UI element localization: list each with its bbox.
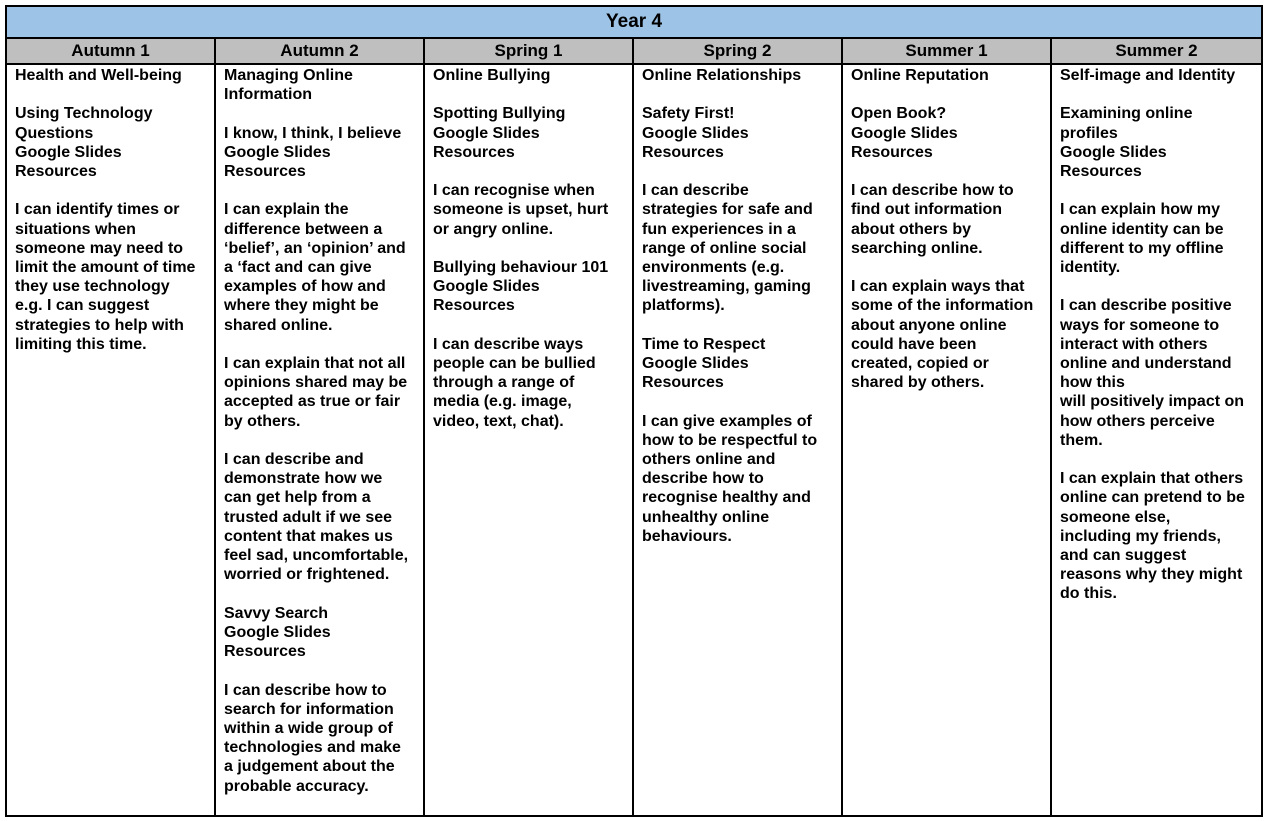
content-row bbox=[6, 64, 1262, 816]
summer-2-content: Self-image and Identity Examining online profiles Google Slides Resources I can explain how my online identity can be different to my offline identity. I can describe positive ways for someone to interact with others online and understand how this will positively impact on how others perceive them. I can explain that others online can pretend to be someone else, including my friends, and can suggest reasons why they might do this. bbox=[1060, 67, 1245, 603]
column-header-spring-2: Spring 2 bbox=[633, 38, 842, 64]
summer-1-cell bbox=[842, 64, 1051, 816]
spring-1-content: Online Bullying Spotting Bullying Google Slides Resources I can recognise when someone is upset, hurt or angry online. Bullying behaviour 101 Google Slides Resources I can describe ways people can be bullied through a range of media (e.g. image, video, text, chat). bbox=[433, 67, 609, 430]
summer-1-content: Online Reputation Open Book? Google Slides Resources I can describe how to find out information about others by searching online. I can explain ways that some of the information about anyone online could have been created, copied or shared by others. bbox=[851, 67, 1034, 392]
autumn-2-content: Managing Online Information I know, I think, I believe Google Slides Resources I can explain the difference between a ‘belief’, an ‘opinion’ and a ‘fact and can give examples of how and where they might be shared online. I can explain that not all opinions shared may be accepted as true or fair by others. I can describe and demonstrate how we can get help from a trusted adult if we see content that makes us feel sad, uncomfortable, worried or frightened. Savvy Search Google Slides Resources I can describe how to search for information within a wide group of technologies and make a judgement about the probable accuracy. bbox=[224, 67, 409, 795]
autumn-1-cell bbox=[6, 64, 215, 816]
column-header-autumn-2: Autumn 2 bbox=[215, 38, 424, 64]
summer-2-cell bbox=[1051, 64, 1262, 816]
title-row bbox=[6, 6, 1262, 38]
column-header-summer-1: Summer 1 bbox=[842, 38, 1051, 64]
column-header-summer-2: Summer 2 bbox=[1051, 38, 1262, 64]
spring-2-content: Online Relationships Safety First! Google Slides Resources I can describe strategies for safe and fun experiences in a range of online social environments (e.g. livestreaming, gaming platforms). Time to Respect Google Slides Resources I can give examples of how to be respectful to others online and describe how to recognise healthy and unhealthy online behaviours. bbox=[642, 67, 818, 545]
curriculum-table bbox=[5, 5, 1263, 817]
header-row bbox=[6, 38, 1262, 64]
column-header-spring-1: Spring 1 bbox=[424, 38, 633, 64]
autumn-2-cell bbox=[215, 64, 424, 816]
spring-1-cell bbox=[424, 64, 633, 816]
spring-2-cell bbox=[633, 64, 842, 816]
autumn-1-content: Health and Well-being Using Technology Questions Google Slides Resources I can identify times or situations when someone may need to limit the amount of time they use technology e.g. I can suggest strategies to help with limiting this time. bbox=[15, 67, 196, 353]
year-title: Year 4 bbox=[6, 6, 1262, 38]
column-header-autumn-1: Autumn 1 bbox=[6, 38, 215, 64]
